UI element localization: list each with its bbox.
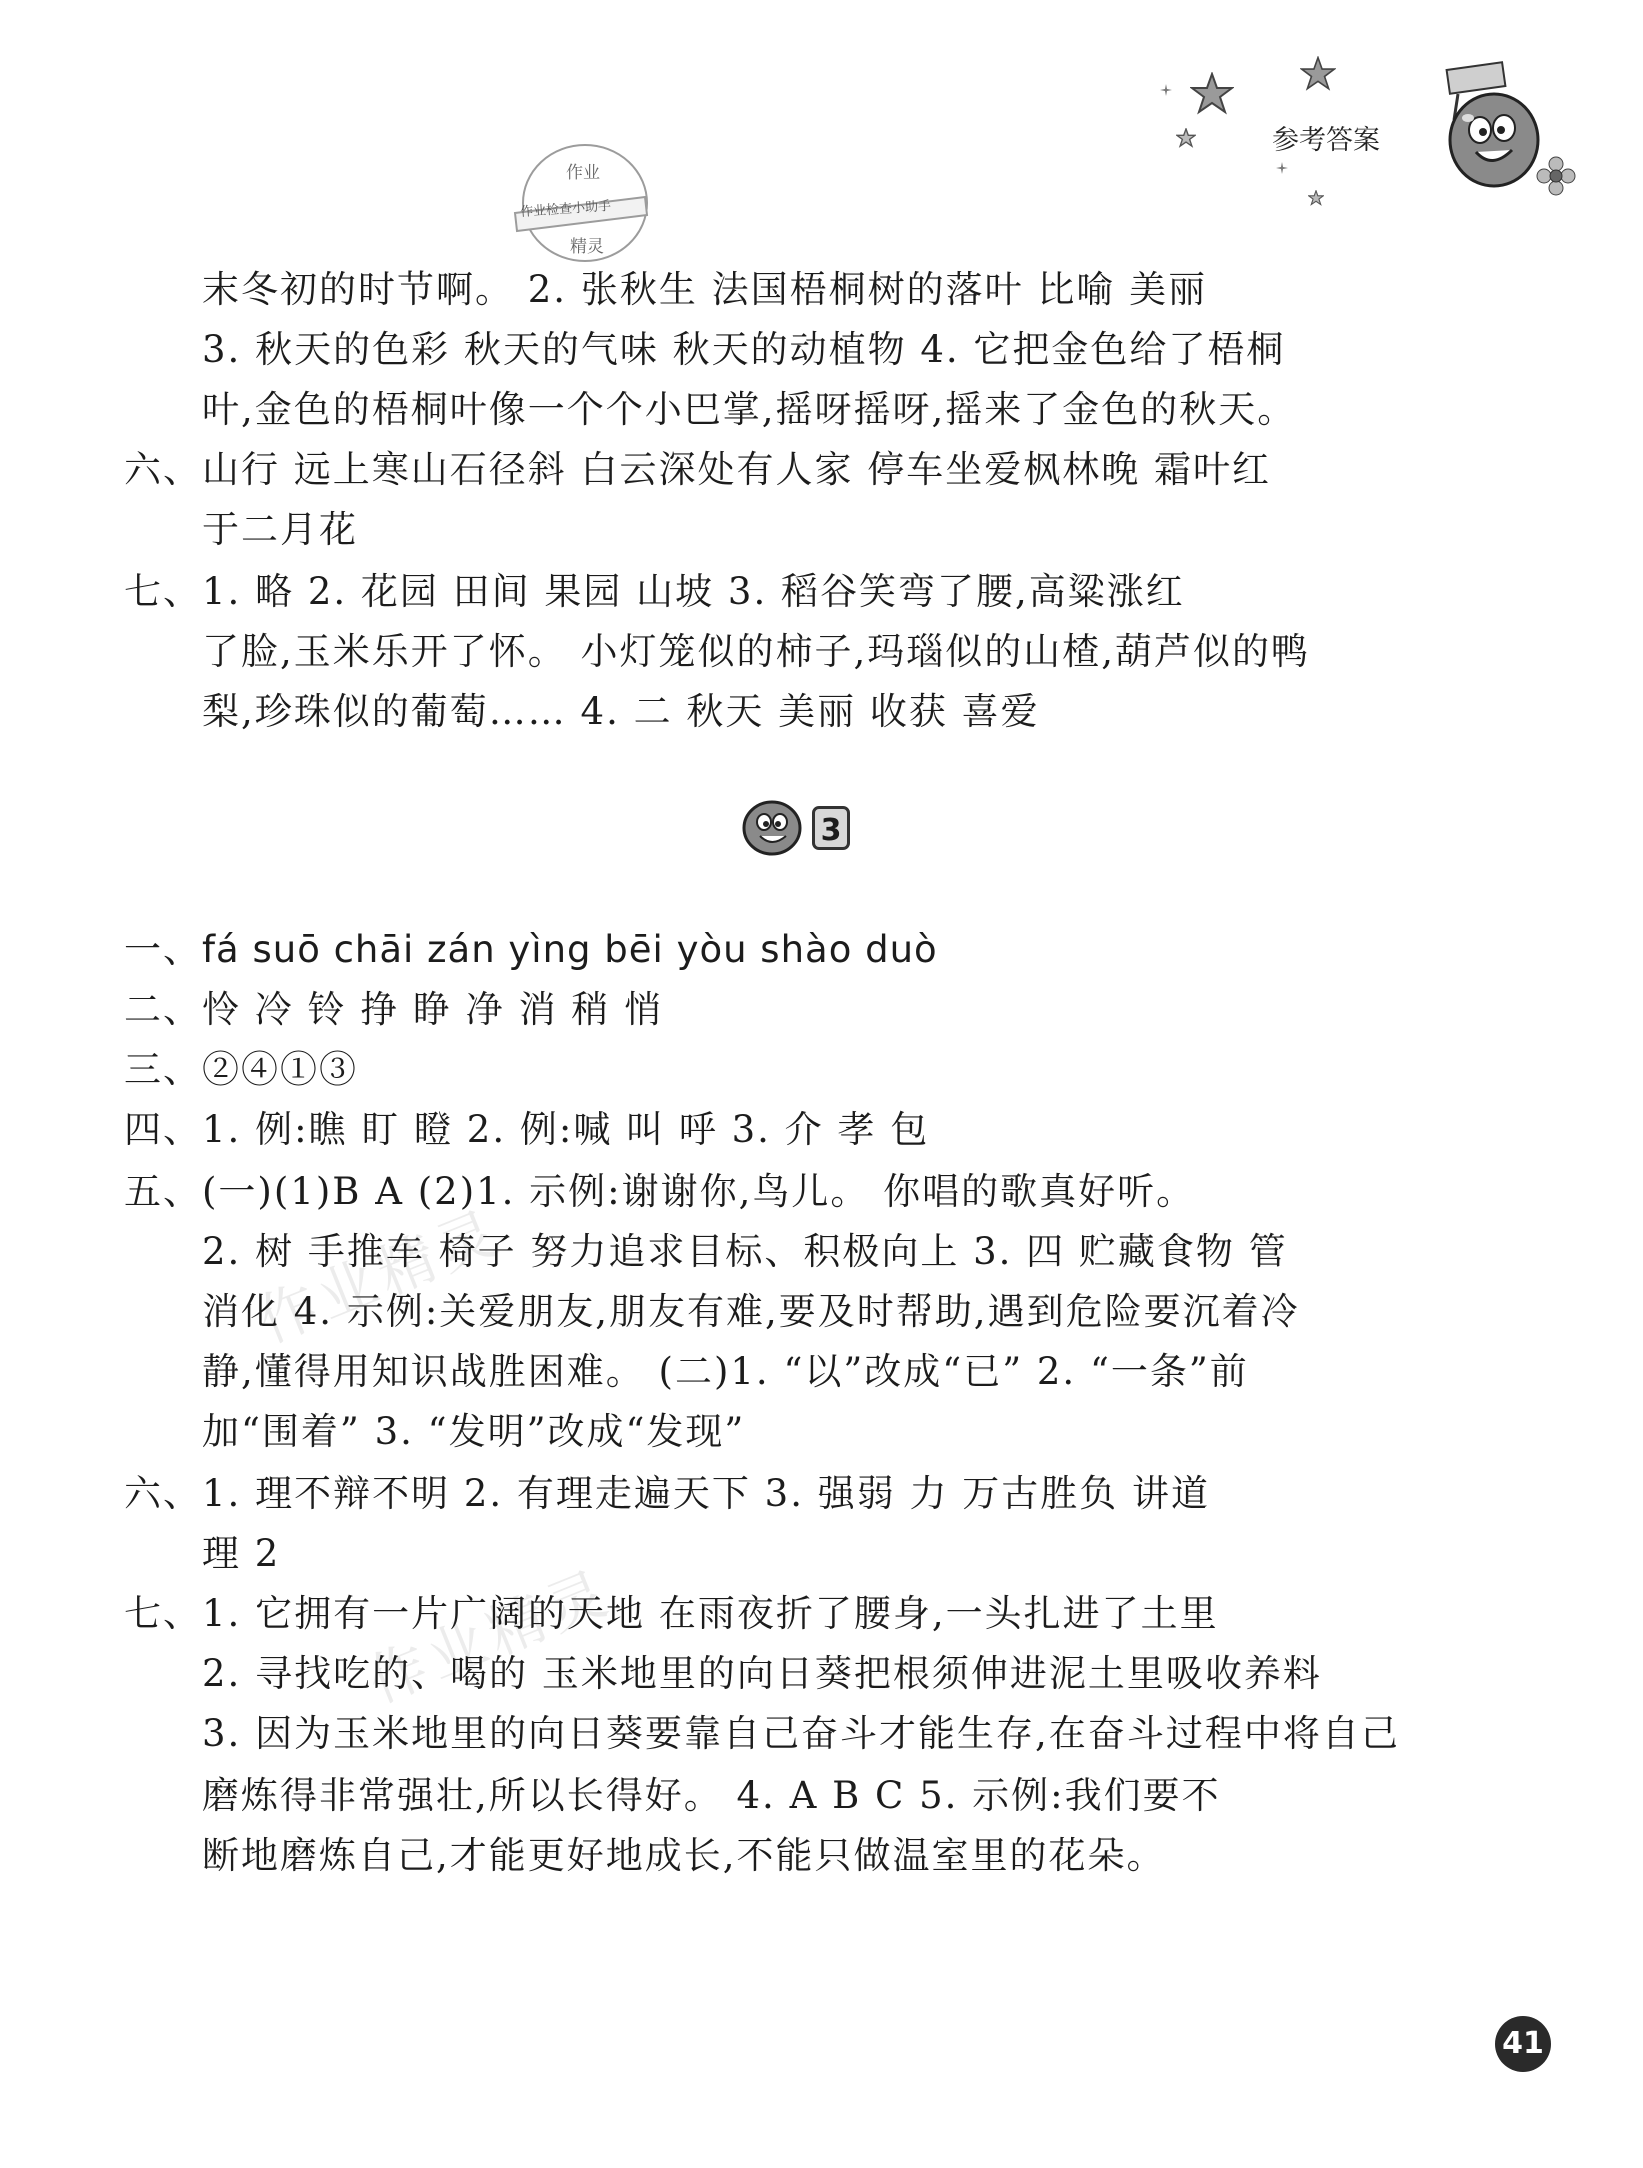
star-icon: [1190, 72, 1234, 116]
answer-line: 梨,珍珠似的葡萄…… 4. 二 秋天 美丽 收获 喜爱: [202, 690, 1040, 733]
header-title: 参考答案: [1272, 125, 1380, 156]
watermark: 作业精灵: [248, 1197, 512, 1357]
answer-line: 六、1. 理不辩不明 2. 有理走遍天下 3. 强弱 力 万古胜负 讲道: [124, 1472, 1210, 1515]
answer-line: 七、1. 略 2. 花园 田间 果园 山坡 3. 稻谷笑弯了腰,高粱涨红: [124, 570, 1185, 613]
answer-line: 末冬初的时节啊。 2. 张秋生 法国梧桐树的落叶 比喻 美丽: [202, 268, 1208, 311]
pinyin-text: fá suō chāi zán yìng bēi yòu shào duò: [202, 928, 938, 971]
page-number: 41: [1495, 2016, 1551, 2072]
item-prefix: 一、: [124, 928, 202, 971]
answer-line: 3. 秋天的色彩 秋天的气味 秋天的动植物 4. 它把金色给了梧桐: [202, 328, 1286, 371]
answer-line: 2. 树 手推车 椅子 努力追求目标、积极向上 3. 四 贮藏食物 管: [202, 1230, 1288, 1273]
answer-line: 六、山行 远上寒山石径斜 白云深处有人家 停车坐爱枫林晚 霜叶红: [124, 448, 1272, 491]
answer-line: 断地磨炼自己,才能更好地成长,不能只做温室里的花朵。: [202, 1834, 1166, 1877]
answer-line: 加“围着” 3. “发明”改成“发现”: [202, 1410, 746, 1453]
watermark: 作业精灵: [358, 1557, 622, 1717]
answer-line: 3. 因为玉米地里的向日葵要靠自己奋斗才能生存,在奋斗过程中将自己: [202, 1712, 1400, 1755]
answer-line: 2. 寻找吃的、喝的 玉米地里的向日葵把根须伸进泥土里吸收养料: [202, 1652, 1322, 1695]
answer-line: 二、怜 冷 铃 挣 睁 净 消 稍 悄: [124, 988, 664, 1031]
stamp-band-text: 作业检查小助手: [519, 198, 612, 221]
answer-line: 磨炼得非常强壮,所以长得好。 4. A B C 5. 示例:我们要不: [202, 1774, 1221, 1817]
mascot-icon: [1428, 60, 1548, 190]
stamp-text: 精灵: [570, 237, 604, 257]
answer-line: 于二月花: [202, 508, 358, 551]
answer-line: 了脸,玉米乐开了怀。 小灯笼似的柿子,玛瑙似的山楂,葫芦似的鸭: [202, 630, 1311, 673]
star-icon: [1300, 56, 1336, 92]
answer-line: 叶,金色的梧桐叶像一个个小巴掌,摇呀摇呀,摇来了金色的秋天。: [202, 388, 1297, 431]
small-star-icon: [1308, 190, 1324, 206]
answer-line: 七、1. 它拥有一片广阔的天地 在雨夜折了腰身,一头扎进了土里: [124, 1592, 1219, 1635]
answer-line: [124, 928, 938, 972]
answer-line: 五、(一)(1)B A (2)1. 示例:谢谢你,鸟儿。 你唱的歌真好听。: [124, 1170, 1196, 1213]
answer-line: 四、1. 例:瞧 盯 瞪 2. 例:喊 叫 呼 3. 介 孝 包: [124, 1108, 930, 1151]
answer-line: 理 2: [202, 1532, 281, 1575]
stamp-text: 作业: [566, 163, 600, 183]
answer-line: 三、②④①③: [124, 1048, 358, 1091]
small-star-icon: [1176, 128, 1196, 148]
section-number-badge: 3: [812, 806, 850, 850]
flower-icon: [1536, 156, 1576, 196]
sparkle-icon: [1160, 84, 1172, 96]
sparkle-icon: [1276, 162, 1288, 174]
answer-line: 静,懂得用知识战胜困难。 (二)1. “以”改成“已” 2. “一条”前: [202, 1350, 1249, 1393]
answer-line: 消化 4. 示例:关爱朋友,朋友有难,要及时帮助,遇到危险要沉着冷: [202, 1290, 1300, 1333]
